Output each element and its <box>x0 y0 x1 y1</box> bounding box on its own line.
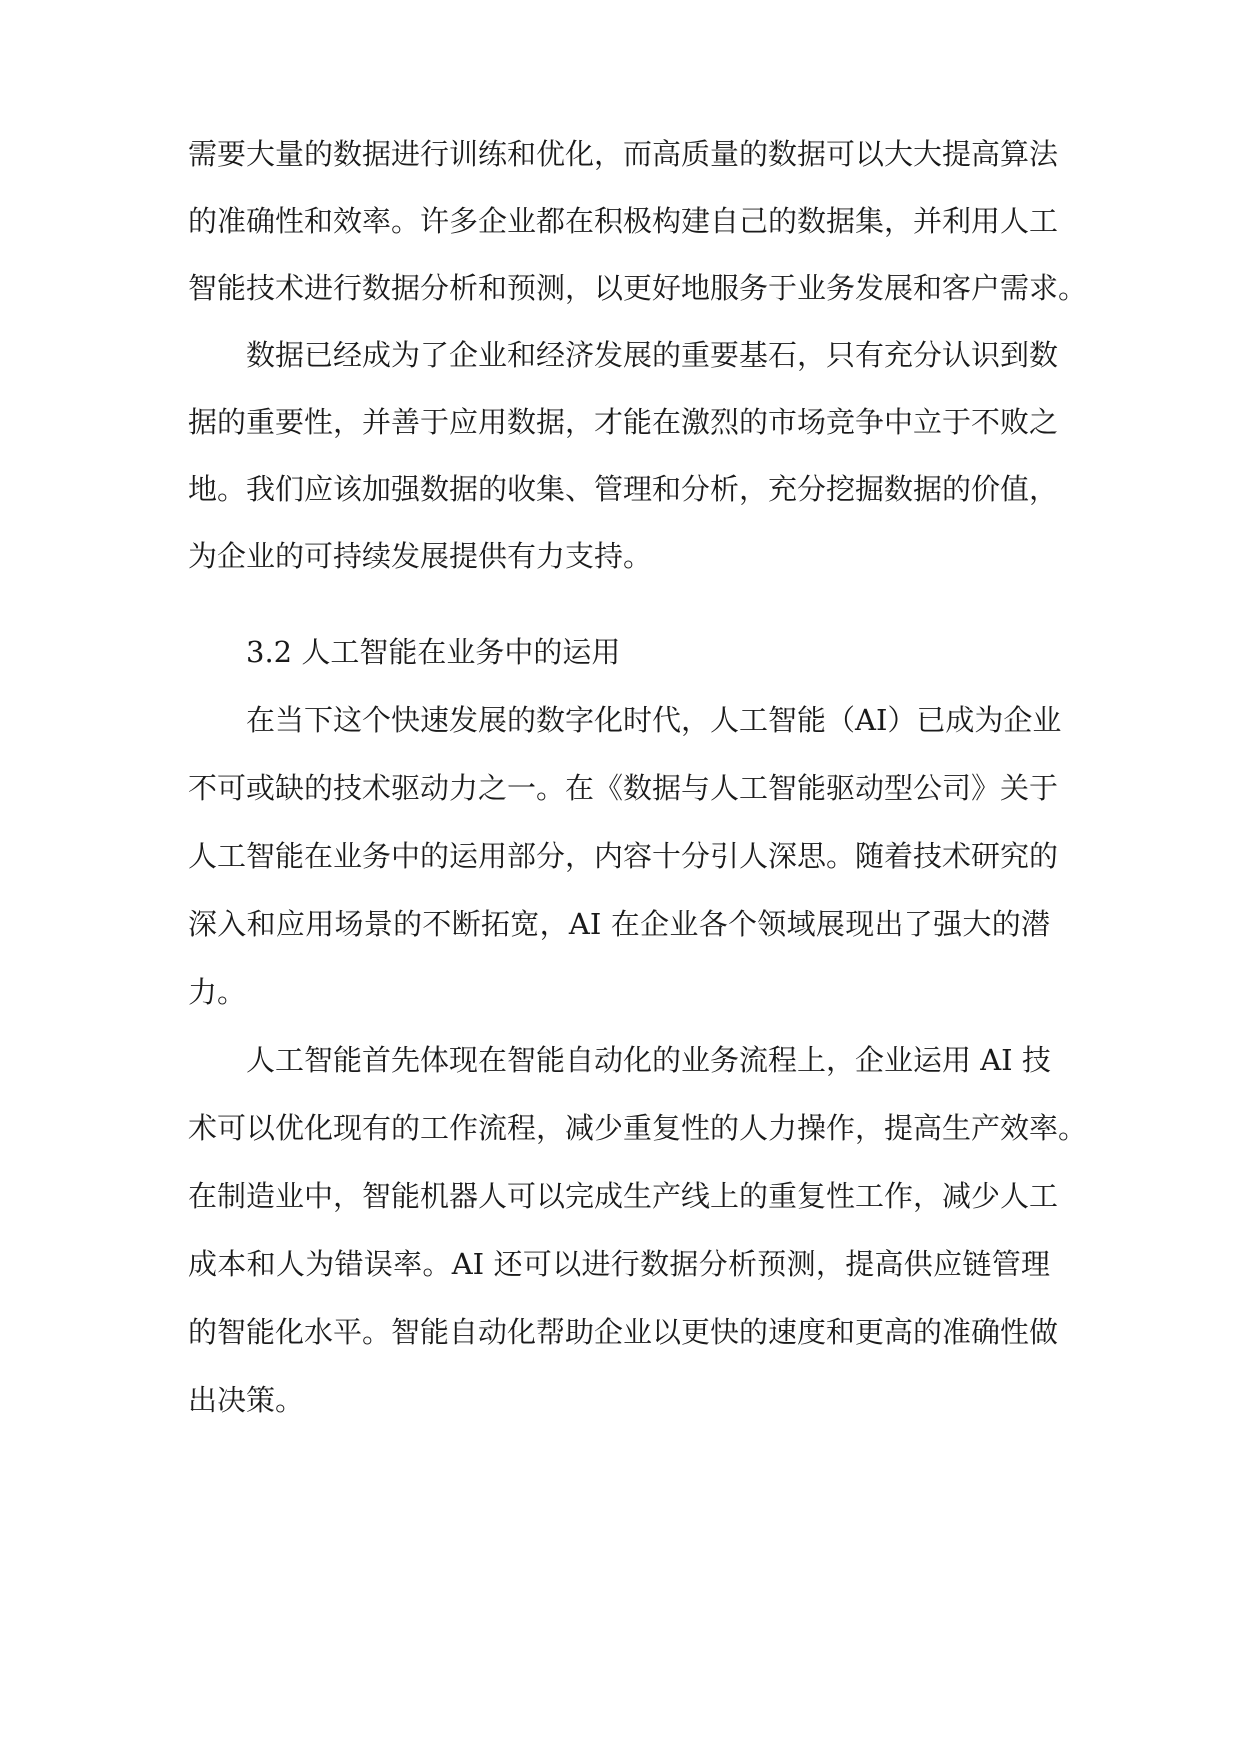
paragraph-line: 在当下这个快速发展的数字化时代，人工智能（AI）已成为企业 <box>246 703 1062 737</box>
paragraph-line: 成本和人为错误率。AI 还可以进行数据分析预测，提高供应链管理 <box>188 1247 1050 1281</box>
paragraph-line: 智能技术进行数据分析和预测，以更好地服务于业务发展和客户需求。 <box>188 271 1088 305</box>
paragraph-line: 人工智能在业务中的运用部分，内容十分引人深思。随着技术研究的 <box>188 839 1059 873</box>
paragraph-line: 的智能化水平。智能自动化帮助企业以更快的速度和更高的准确性做 <box>188 1315 1059 1349</box>
paragraph-line: 人工智能首先体现在智能自动化的业务流程上，企业运用 AI 技 <box>246 1043 1051 1077</box>
paragraph-line: 数据已经成为了企业和经济发展的重要基石，只有充分认识到数 <box>246 338 1059 372</box>
section-heading: 3.2 人工智能在业务中的运用 <box>246 635 621 669</box>
paragraph-line: 据的重要性，并善于应用数据，才能在激烈的市场竞争中立于不败之 <box>188 405 1059 439</box>
paragraph-line: 为企业的可持续发展提供有力支持。 <box>188 539 653 573</box>
paragraph-line: 术可以优化现有的工作流程，减少重复性的人力操作，提高生产效率。 <box>188 1111 1088 1145</box>
paragraph-line: 地。我们应该加强数据的收集、管理和分析，充分挖掘数据的价值， <box>188 472 1059 506</box>
paragraph-line: 的准确性和效率。许多企业都在积极构建自己的数据集，并利用人工 <box>188 204 1059 238</box>
paragraph-line: 需要大量的数据进行训练和优化，而高质量的数据可以大大提高算法 <box>188 137 1059 171</box>
paragraph-line: 深入和应用场景的不断拓宽，AI 在企业各个领域展现出了强大的潜 <box>188 907 1050 941</box>
paragraph-line: 出决策。 <box>188 1383 305 1417</box>
paragraph-line: 在制造业中，智能机器人可以完成生产线上的重复性工作，减少人工 <box>188 1179 1059 1213</box>
paragraph-line: 不可或缺的技术驱动力之一。在《数据与人工智能驱动型公司》关于 <box>188 771 1059 805</box>
paragraph-line: 力。 <box>188 975 247 1009</box>
